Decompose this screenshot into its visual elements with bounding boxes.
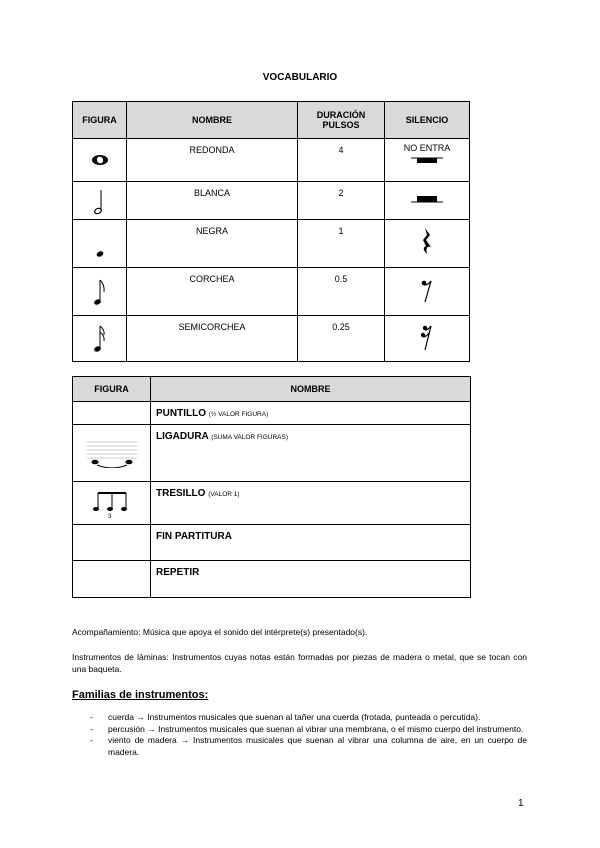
vocabulary-table: [72, 101, 470, 362]
symbols-table: [72, 376, 471, 598]
symbol-name: PUNTILLO (½ VALOR FIGURA): [151, 402, 471, 425]
quarter-rest-icon: [417, 224, 437, 260]
figure-duration: 0.5: [298, 268, 385, 316]
header-figura: FIGURA: [73, 102, 127, 139]
acompanamiento-paragraph: Acompañamiento: Música que apoya el sonido del intérprete(s) presentado(s).: [72, 627, 368, 637]
figure-duration: 2: [298, 182, 385, 220]
header-duracion: DURACIÓN PULSOS: [298, 102, 385, 139]
header-nombre: NOMBRE: [151, 377, 471, 402]
rest-cell: [385, 139, 470, 182]
rest-cell: [385, 220, 470, 268]
quarter-note-icon: [73, 220, 127, 268]
table-row: [73, 525, 471, 561]
half-note-icon: [73, 182, 127, 220]
figure-duration: 1: [298, 220, 385, 268]
symbol-name: FIN PARTITURA: [151, 525, 471, 561]
table-row: [73, 425, 471, 482]
families-heading: Familias de instrumentos:: [72, 689, 209, 701]
eighth-note-icon: [73, 268, 127, 316]
table-row: [73, 316, 470, 362]
figure-name: CORCHEA: [127, 268, 298, 316]
header-silencio: SILENCIO: [385, 102, 470, 139]
symbol-name: TRESILLO (VALOR 1): [151, 482, 471, 525]
table-row: [73, 139, 470, 182]
svg-text:3: 3: [107, 514, 111, 519]
sixteenth-note-icon: [73, 316, 127, 362]
figure-name: BLANCA: [127, 182, 298, 220]
figure-name: REDONDA: [127, 139, 298, 182]
sixteenth-rest-icon: [417, 320, 437, 354]
figure-duration: 4: [298, 139, 385, 182]
figure-name: SEMICORCHEA: [127, 316, 298, 362]
page-number: 1: [518, 798, 524, 809]
rest-label: NO ENTRA: [403, 143, 451, 153]
table-row: [73, 220, 470, 268]
rest-cell: [385, 316, 470, 362]
table-row: [73, 482, 471, 525]
laminas-paragraph: Instrumentos de láminas: Instrumentos cuyas notas están formadas por piezas de madera o metal, que se tocan con una baqueta.: [72, 652, 527, 674]
rest-cell: [385, 182, 470, 220]
rest-cell: [385, 268, 470, 316]
figure-cell: [73, 525, 151, 561]
whole-note-icon: [73, 139, 127, 182]
figure-name: NEGRA: [127, 220, 298, 268]
table-row: [73, 182, 470, 220]
symbol-name: REPETIR: [151, 561, 471, 598]
list-item: - cuerda → Instrumentos musicales que suenan al tañer una cuerda (frotada, punteada o percutida).: [90, 712, 481, 722]
figure-cell: [73, 402, 151, 425]
list-item: - viento de madera → Instrumentos musicales que suenan al vibrar una columna de aire, en un cuerpo de madera.: [90, 735, 527, 757]
table-row: [73, 268, 470, 316]
families-list: [72, 712, 527, 758]
half-rest-icon: [407, 186, 447, 210]
tie-icon: [73, 425, 151, 482]
triplet-icon: [73, 482, 151, 525]
page-title: VOCABULARIO: [262, 72, 338, 83]
table-row: [73, 402, 471, 425]
symbol-name: LIGADURA (SUMA VALOR FIGURAS): [151, 425, 471, 482]
list-item: - percusión → Instrumentos musicales que suenan al vibrar una membrana, o el mismo cuerpo del instrumento.: [90, 723, 524, 734]
eighth-rest-icon: [417, 272, 437, 306]
header-nombre: NOMBRE: [127, 102, 298, 139]
header-figura: FIGURA: [73, 377, 151, 402]
figure-duration: 0.25: [298, 316, 385, 362]
table-row: [73, 561, 471, 598]
figure-cell: [73, 561, 151, 598]
whole-rest-icon: [407, 153, 447, 167]
